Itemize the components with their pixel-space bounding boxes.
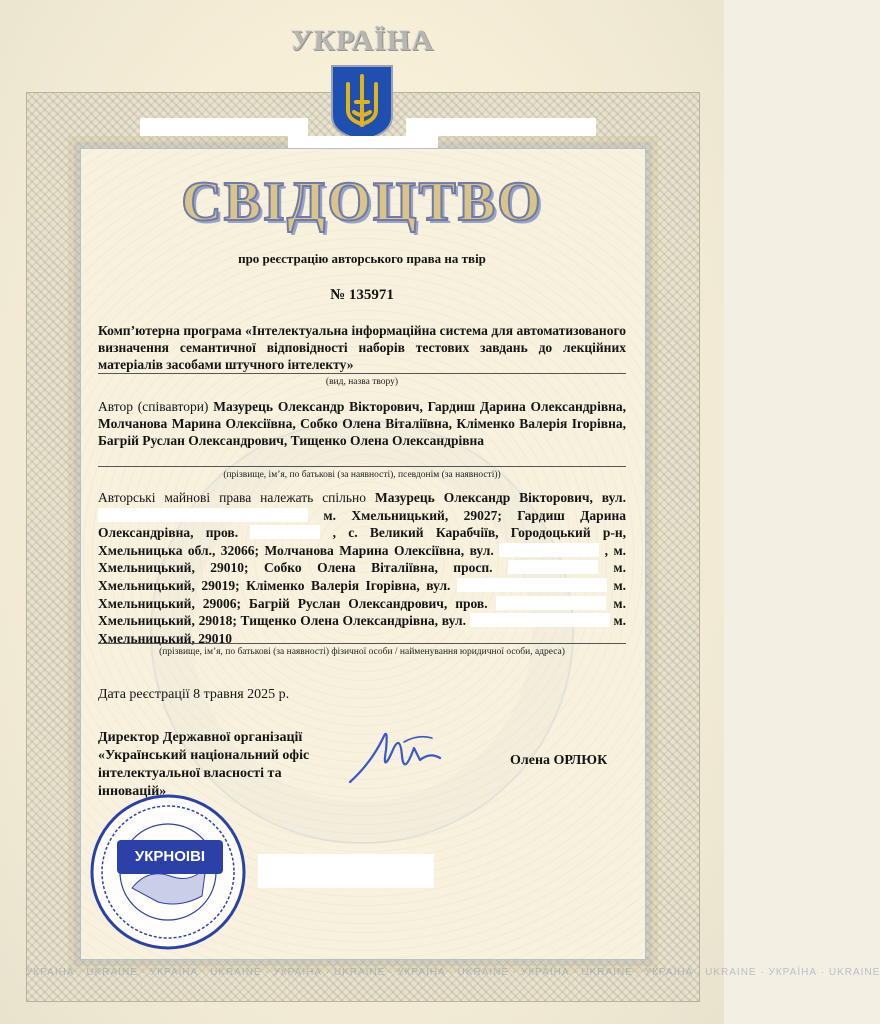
work-caption: (вид, назва твору)	[325, 377, 399, 387]
owner-text: м. Хмельницький, 29010	[98, 613, 627, 646]
work-title: Комп’ютерна програма «Інтелектуальна інформаційна система для автоматизованого визначення семантичної відповідності наборів тестових завдань до лекційних матеріалів засобами штучного інтелекту»	[98, 323, 626, 372]
redacted-area	[140, 118, 308, 136]
seal-label: УКРНОІВІ	[117, 840, 223, 874]
divider	[98, 373, 626, 374]
director-title: Директор Державної організації «Український національний офіс інтелектуальної власності та інновацій»	[98, 730, 310, 799]
divider	[98, 643, 626, 644]
authors-caption: (прізвище, ім’я, по батькові (за наявності), псевдонім (за наявності))	[223, 470, 501, 480]
owner-text: Мазурець Олександр Вікторович, вул.	[374, 490, 626, 505]
owner-text: м. Хмельницький, 29027; Гардиш Дарина Олександрівна, пров.	[98, 507, 626, 541]
signer-name: Олена ОРЛЮК	[510, 753, 608, 768]
certificate-number: № 135971	[330, 287, 394, 303]
owners-label: Авторські майнові права належать спільно	[98, 490, 367, 505]
certificate-subtitle: про реєстрацію авторського права на твір	[238, 251, 486, 266]
redacted-area	[250, 525, 320, 539]
owner-text: , с. Великий Карабчіїв, Городоцький р-н, Хмельницька обл., 32066; Молчанова Марина Олексіївна, вул.	[98, 525, 627, 558]
owner-text: м. Хмельницький, 29018; Тищенко Олена Олександрівна, вул.	[98, 595, 626, 629]
registration-date: Дата реєстрації 8 травня 2025 р.	[98, 687, 290, 702]
redacted-area	[499, 543, 599, 557]
owners-caption: (прізвище, ім’я, по батькові (за наявності) фізичної особи / найменування юридичної особи, адреса)	[159, 647, 565, 657]
trident-icon	[328, 62, 396, 142]
footer-security-band: УКРАЇНА · UKRAINE · УКРАЇНА · UKRAINE · УКРАЇНА · UKRAINE · УКРАЇНА · UKRAINE · УКРАЇНА · UKRAINE · УКРАЇНА · UKRAINE · УКРАЇНА · UKRAINE	[26, 967, 880, 978]
redacted-area	[470, 613, 610, 627]
signature-icon	[342, 722, 452, 792]
redacted-area	[406, 118, 596, 136]
divider	[98, 466, 626, 467]
redacted-area	[258, 854, 434, 888]
redacted-area	[288, 136, 438, 148]
redacted-area	[457, 578, 607, 592]
owner-text: м. Хмельницький, 29019; Кліменко Валерія Ігорівна, вул.	[98, 560, 626, 593]
authors-block	[98, 398, 626, 449]
authors-label: Автор (співавтори)	[98, 399, 209, 414]
owners-block	[98, 489, 626, 647]
authors-list: Мазурець Олександр Вікторович, Гардиш Дарина Олександрівна, Молчанова Марина Олексіївна, Собко Олена Віталіївна, Кліменко Валерія Ігорівна, Багрій Руслан Олександрович, Тищенко Олена Олександрівна	[98, 399, 627, 448]
country-name: УКРАЇНА	[288, 24, 436, 57]
certificate-title: СВІДОЦТВО	[181, 171, 543, 233]
redacted-area	[508, 560, 598, 574]
owner-text: , м. Хмельницький, 29010; Собко Олена Віталіївна, просп.	[98, 542, 627, 576]
redacted-area	[98, 508, 308, 522]
owner-text: м. Хмельницький, 29006; Багрій Руслан Олександрович, пров.	[98, 577, 627, 611]
redacted-area	[496, 596, 606, 610]
